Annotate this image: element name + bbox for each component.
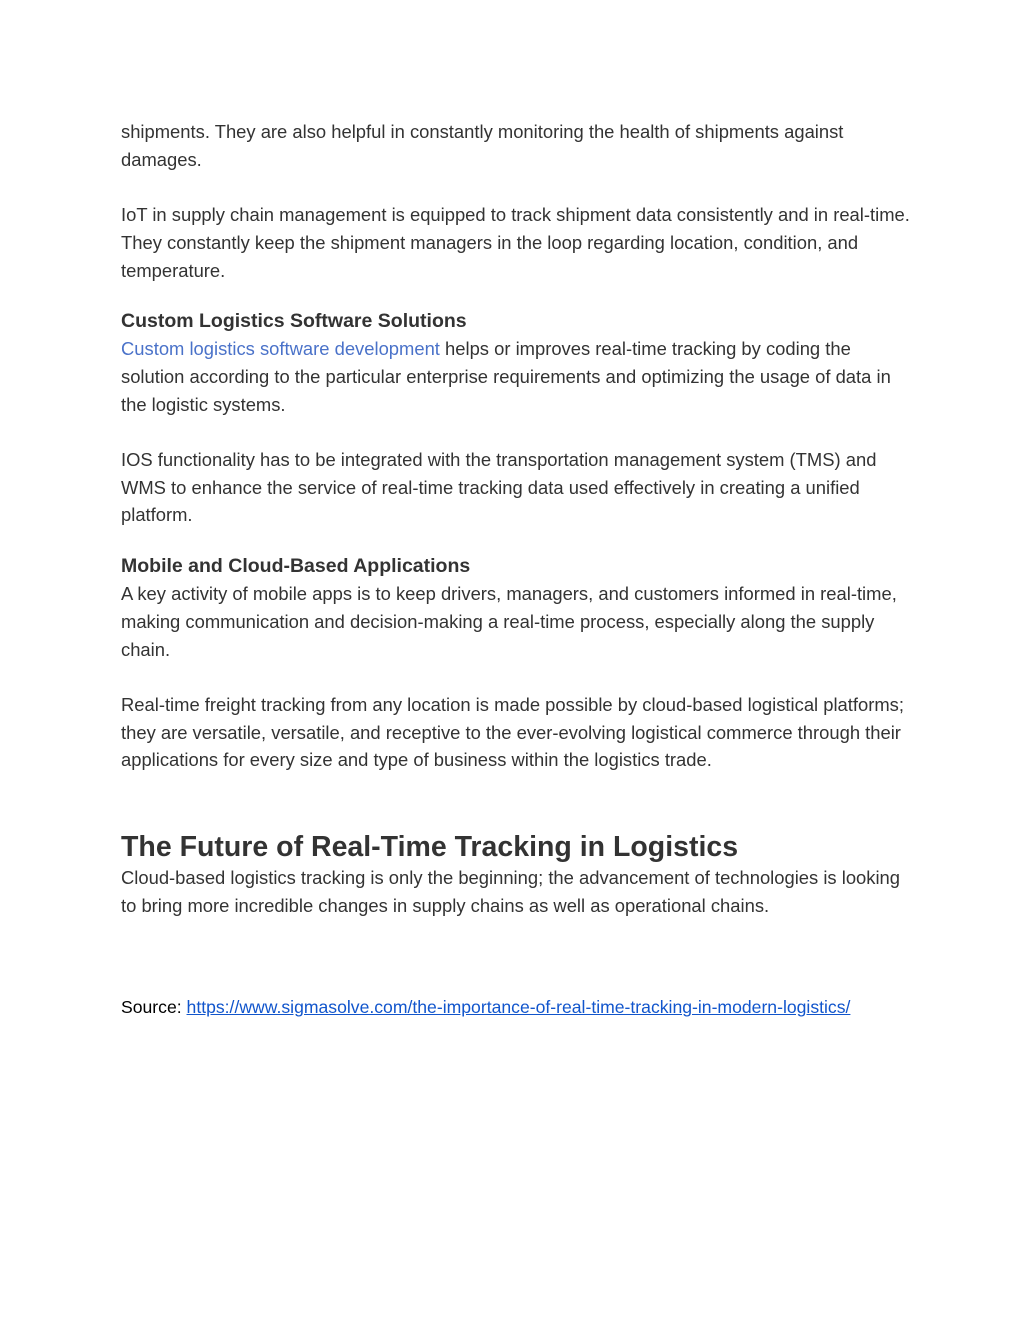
heading-mobile-cloud: Mobile and Cloud-Based Applications — [121, 555, 471, 578]
paragraph-future: Cloud-based logistics tracking is only the beginning; the advancement of technologies is looking to bring more incredible changes in supply chains as well as operational chains. — [121, 867, 901, 916]
paragraph-custom-logistics — [121, 335, 911, 418]
heading-future: The Future of Real-Time Tracking in Logistics — [121, 831, 739, 864]
paragraph-ios-functionality: IOS functionality has to be integrated with the transportation management system (TMS) and WMS to enhance the service of real-time tracking data used effectively in creating a unified platform. — [121, 449, 877, 526]
document-page — [121, 118, 911, 1018]
source-line — [121, 996, 911, 1018]
paragraph-mobile-apps: A key activity of mobile apps is to keep drivers, managers, and customers informed in real-time, making communication and decision-making a real-time process, especially along the supply chain. — [121, 583, 897, 660]
section-future — [121, 830, 911, 919]
custom-logistics-link[interactable]: Custom logistics software development — [121, 338, 440, 360]
paragraph-cloud-freight: Real-time freight tracking from any location is made possible by cloud-based logistical platforms; they are versatile, versatile, and receptive to the ever-evolving logistical commerce through their applications for every size and type of business within the logistics trade. — [121, 693, 904, 771]
source-link[interactable]: https://www.sigmasolve.com/the-importance-of-real-time-tracking-in-modern-logistics/ — [186, 997, 851, 1018]
custom-logistics-text: helps or improves real-time tracking by coding the solution according to the particular enterprise requirements and optimizing the usage of data in the logistic systems. — [121, 338, 891, 415]
section-custom-logistics — [121, 308, 911, 529]
source-label: Source: — [121, 997, 187, 1018]
section-mobile-cloud — [121, 553, 911, 774]
heading-custom-logistics: Custom Logistics Software Solutions — [121, 310, 467, 333]
paragraph-shipments: shipments. They are also helpful in constantly monitoring the health of shipments against damages. — [121, 121, 844, 170]
paragraph-iot: IoT in supply chain management is equipped to track shipment data consistently and in real-time. They constantly keep the shipment managers in the loop regarding location, condition, and temperature. — [121, 204, 910, 281]
